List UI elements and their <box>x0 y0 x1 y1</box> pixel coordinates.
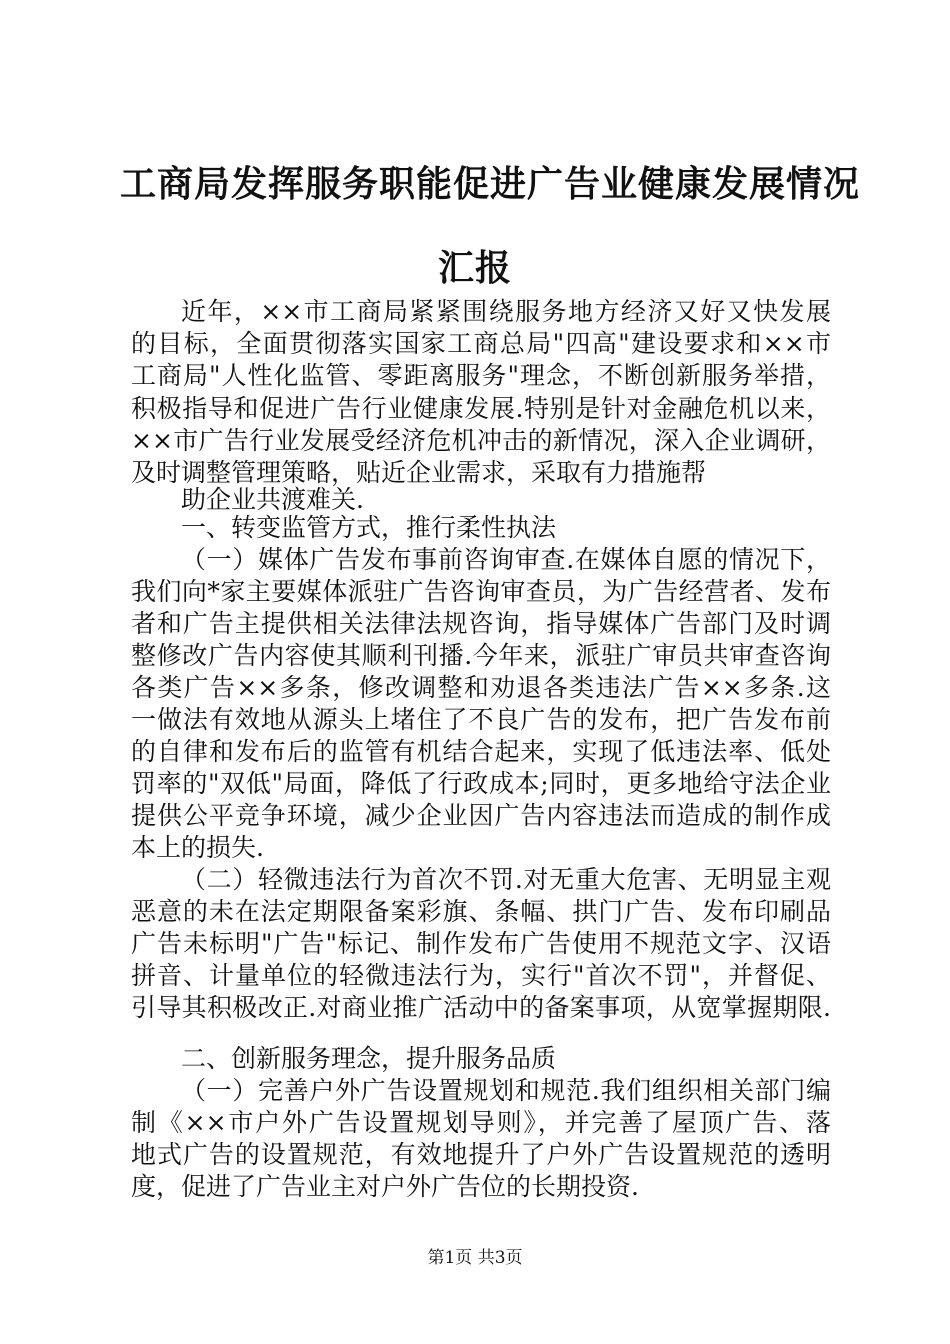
paragraph-line: 近年，××市工商局紧紧围绕服务地方经济又好又快发展 <box>181 297 831 326</box>
paragraph-line: 罚率的"双低"局面，降低了行政成本;同时，更多地给守法企业 <box>131 769 831 798</box>
paragraph-line: 本上的损失. <box>131 833 264 862</box>
paragraph-line: 的自律和发布后的监管有机结合起来，实现了低违法率、低处 <box>131 737 831 766</box>
paragraph-line: 广告未标明"广告"标记、制作发布广告使用不规范文字、汉语 <box>131 929 831 958</box>
paragraph-line: （一）媒体广告发布事前咨询审查.在媒体自愿的情况下， <box>181 545 831 574</box>
paragraph-line: 一做法有效地从源头上堵住了不良广告的发布，把广告发布前 <box>131 705 831 734</box>
section-heading: 一、转变监管方式，推行柔性执法 <box>181 513 557 542</box>
paragraph-line: 拼音、计量单位的轻微违法行为，实行"首次不罚"，并督促、 <box>131 961 831 990</box>
page-number-footer: 第1页 共3页 <box>427 1248 523 1268</box>
paragraph-line: 地式广告的设置规范，有效地提升了户外广告设置规范的透明 <box>131 1140 831 1169</box>
paragraph-line: 的目标，全面贯彻落实国家工商总局"四高"建设要求和××市 <box>131 329 831 358</box>
paragraph-line: 助企业共渡难关. <box>181 485 364 514</box>
paragraph-line: 各类广告××多条，修改调整和劝退各类违法广告××多条.这 <box>131 673 831 702</box>
paragraph-line: 制《××市户外广告设置规划导则》，并完善了屋顶广告、落 <box>131 1108 831 1137</box>
paragraph-line: 提供公平竞争环境，减少企业因广告内容违法而造成的制作成 <box>131 801 831 830</box>
paragraph-line: 度，促进了广告业主对户外广告位的长期投资. <box>131 1172 639 1201</box>
paragraph-line: 引导其积极改正.对商业推广活动中的备案事项，从宽掌握期限. <box>131 993 831 1022</box>
paragraph-line: 及时调整管理策略，贴近企业需求，采取有力措施帮 <box>131 458 707 487</box>
section-heading: 二、创新服务理念，提升服务品质 <box>181 1044 557 1073</box>
paragraph-line: （二）轻微违法行为首次不罚.对无重大危害、无明显主观 <box>181 865 831 894</box>
document-title-line-1: 工商局发挥服务职能促进广告业健康发展情况 <box>120 163 861 205</box>
paragraph-line: 积极指导和促进广告行业健康发展.特别是针对金融危机以来， <box>131 394 831 423</box>
paragraph-line: 工商局"人性化监管、零距离服务"理念，不断创新服务举措， <box>131 361 831 390</box>
document-title-line-2: 汇报 <box>437 247 512 289</box>
paragraph-line: 者和广告主提供相关法律法规咨询，指导媒体广告部门及时调 <box>131 609 831 638</box>
paragraph-line: 整修改广告内容使其顺利刊播.今年来，派驻广审员共审查咨询 <box>131 641 831 670</box>
paragraph-line: 恶意的未在法定期限备案彩旗、条幅、拱门广告、发布印刷品 <box>131 897 831 926</box>
paragraph-line: （一）完善户外广告设置规划和规范.我们组织相关部门编 <box>181 1076 831 1105</box>
paragraph-line: ××市广告行业发展受经济危机冲击的新情况，深入企业调研， <box>131 426 831 455</box>
paragraph-line: 我们向*家主要媒体派驻广告咨询审查员，为广告经营者、发布 <box>131 577 831 606</box>
